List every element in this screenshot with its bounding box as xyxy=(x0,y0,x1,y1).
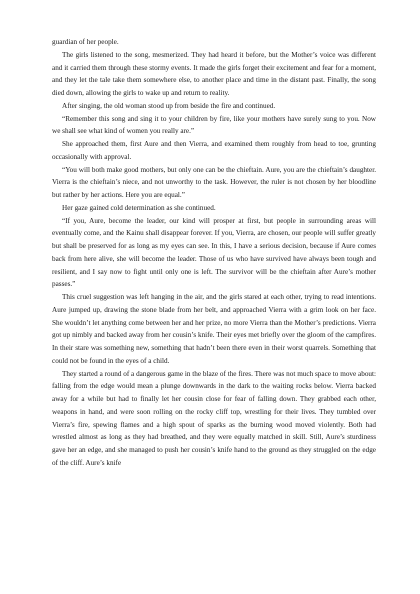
paragraph: “You will both make good mothers, but only one can be the chieftain. Aure, you are the chieftain’s daughter. Vierra is the chieftain’s niece, and not unworthy to the task. However, the ruler is not chosen by her bloodline but rather by her actions. Here you are equal.” xyxy=(52,165,376,199)
paragraph: Her gaze gained cold determination as she continued. xyxy=(62,203,216,212)
paragraph: “If you, Aure, become the leader, our kind will prosper at first, but people in surrounding areas will eventually come, and the Kainu shall disappear forever. If you, Vierra, are chosen, our people will suffer greatly but shall be preserved for as long as my eyes can see. In this, I have a serious decision, because if Aure comes back from here alive, she will become the leader. Those of us who have survived have always been tough and resilient, and I say now to fight until only one is left. The survivor will be the chieftain after Aure’s mother passes.” xyxy=(52,216,376,289)
paragraph: The girls listened to the song, mesmerized. They had heard it before, but the Mother’s voice was different and it carried them through these stormy events. It made the girls forget their excitement and fear for a moment, and they let the tale take them somewhere else, to another place and time in the distant past. Finally, the song died down, allowing the girls to wake up and return to reality. xyxy=(52,50,376,97)
paragraph: After singing, the old woman stood up from beside the fire and continued. xyxy=(62,101,276,110)
paragraph: “Remember this song and sing it to your children by fire, like your mothers have surely sung to you. Now we shall see what kind of women you really are.” xyxy=(52,114,376,136)
paragraph: They started a round of a dangerous game in the blaze of the fires. There was not much space to move about: falling from the edge would mean a plunge downwards in the dark to the waiting rocks below. Vierra backed away for a while but had to finally let her cousin close for fear of falling down. They grabbed each other, weapons in hand, and were soon rolling on the rocky cliff top, wrestling for their lives. They tumbled over Vierra’s fire, spewing flames and a high spout of sparks as the burning wood moved violently. Both had wrestled almost as long as they had breathed, and they were equally matched in skill. Still, Aure’s sturdiness gave her an edge, and she managed to push her cousin’s knife hand to the ground as they struggled on the edge of the cliff. Aure’s knife xyxy=(52,369,376,467)
paragraph: She approached them, first Aure and then Vierra, and examined them roughly from head to toe, grunting occasionally with approval. xyxy=(52,140,376,161)
book-page xyxy=(52,36,376,470)
paragraph-continued: guardian of her people. xyxy=(52,38,119,46)
paragraph: This cruel suggestion was left hanging in the air, and the girls stared at each other, trying to read intentions. Aure jumped up, drawing the stone blade from her belt, and approached Vierra with a grim look on her face. She wouldn’t let anything come between her and her prize, no more Vierra than the Mother’s predictions. Vierra got up nimbly and backed away from her cousin’s knife. Their eyes met briefly over the gloom of the campfires. In their stare was something new, something that hadn’t been there even in their worst quarrels. Something that could not be found in the eyes of a child. xyxy=(52,293,376,365)
